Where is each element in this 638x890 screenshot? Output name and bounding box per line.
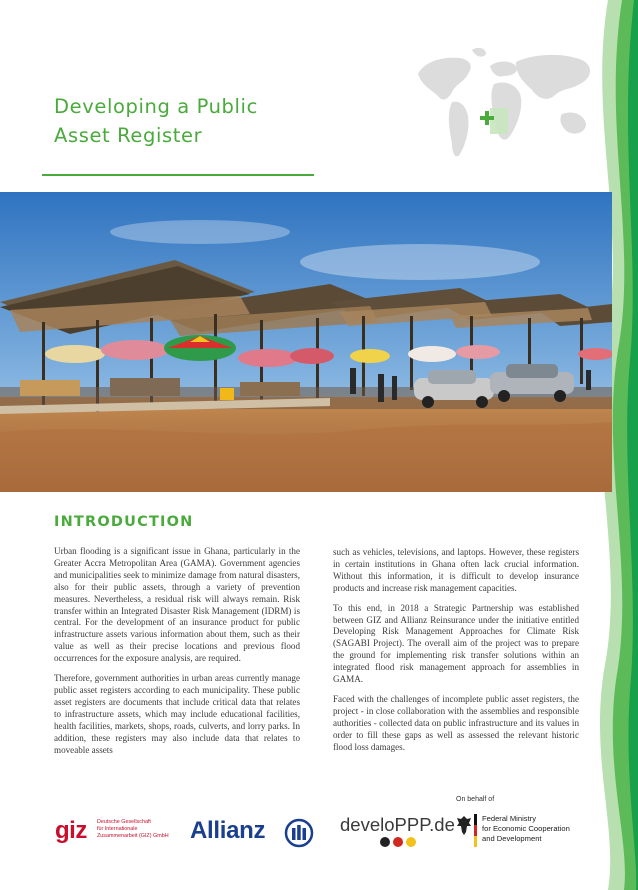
giz-name-line-3: Zusammenarbeit (GIZ) GmbH — [97, 833, 169, 840]
bmz-name — [482, 814, 582, 844]
market-photo — [0, 192, 612, 492]
giz-name — [97, 819, 187, 841]
title-line-1: Developing a Public — [54, 95, 258, 118]
german-flag-dots-icon — [379, 836, 419, 848]
paragraph: Urban flooding is a significant issue in Ghana, particularly in the Greater Accra Metropolitan Area (GAMA). Government agencies and municipalities seek to minimize damage from natural disasters, also for their public assets, through a variety of prevention measures. Nevertheless, a residual risk will always remain. Risk transfer within an Integrated Disaster Risk Management (IDRM) is central. For the development of an insurance product for public infrastructure assets various information about them, such as their value as well as their precise locations and previous flood occurrences for the exposure analysis, are required. — [54, 546, 300, 664]
section-heading-introduction: INTRODUCTION — [54, 514, 194, 530]
bmz-line-3: and Development — [482, 834, 542, 843]
bmz-line-2: for Economic Cooperation — [482, 824, 570, 833]
paragraph: Faced with the challenges of incomplete public asset registers, the project - in close collaboration with the assemblies and responsible authorities - collected data on public infrastructure and its values in order to fill these gaps as well as assessed the relevant historic flood loss damages. — [333, 693, 579, 752]
federal-eagle-icon — [456, 814, 472, 836]
right-text-column — [333, 547, 579, 762]
allianz-logo: Allianz — [190, 817, 266, 844]
giz-logo: giz — [55, 817, 87, 844]
title-line-2: Asset Register — [54, 124, 203, 147]
page-title — [54, 92, 354, 150]
on-behalf-label: On behalf of — [456, 796, 495, 803]
giz-name-line-1: Deutsche Gesellschaft — [97, 819, 151, 825]
giz-name-line-2: für Internationale — [97, 826, 138, 833]
german-flag-bar — [474, 814, 477, 847]
left-text-column — [54, 546, 300, 764]
title-divider — [42, 174, 314, 176]
developpp-logo: develoPPP.de — [340, 814, 455, 835]
world-map-icon — [412, 44, 600, 172]
paragraph: Therefore, government authorities in urban areas currently manage public asset registers according to each municipality. These public asset registers are documents that include critical data that relates to infrastructure assets, which may include educational facilities, health facilities, markets, shops, roads, culverts, and lorry parks. In addition, these registers may also include data that relates to moveable assets — [54, 673, 300, 755]
paragraph: To this end, in 2018 a Strategic Partnership was established between GIZ and Allianz Reinsurance under the initiative entitled Developing Risk Management Approaches for Climate Risk (SAGABI Project). The overall aim of the project was to prepare the ground for implementing risk transfer solutions within an integrated flood risk management approach for assemblies in GAMA. — [333, 602, 579, 685]
allianz-eagle-icon — [284, 818, 314, 848]
paragraph: such as vehicles, televisions, and laptops. However, these registers in certain institutions in Ghana often lack crucial information. Without this information, it is difficult to develop insurance products and increase risk management capacities. — [333, 547, 579, 593]
bmz-line-1: Federal Ministry — [482, 814, 537, 823]
